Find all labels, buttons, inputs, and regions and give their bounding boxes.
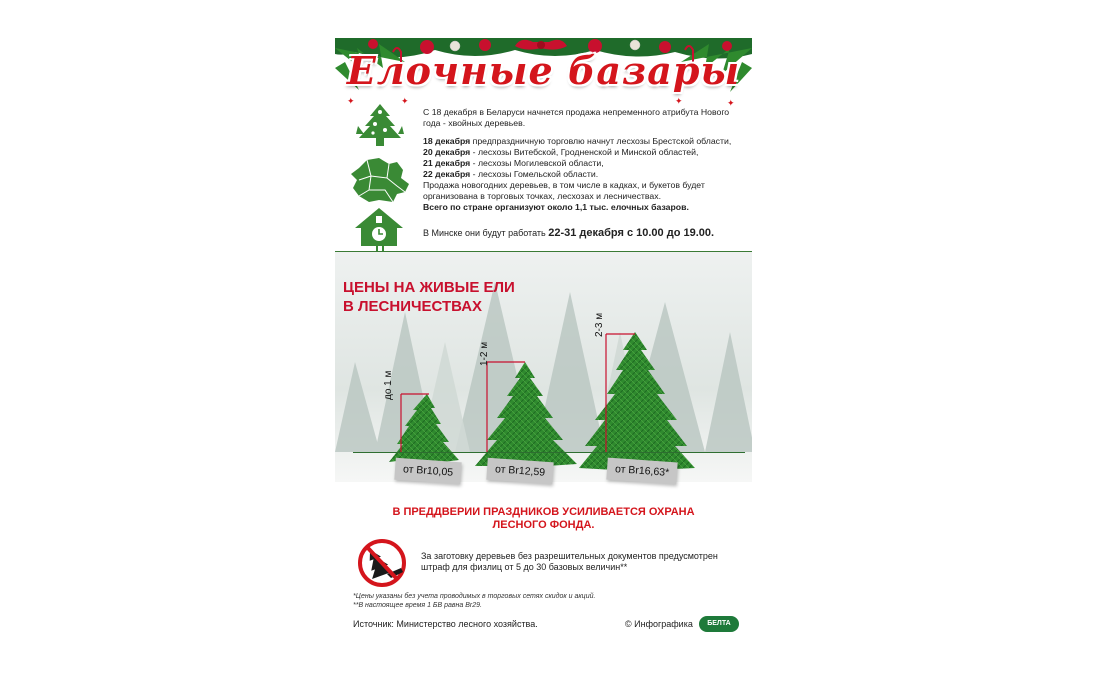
belta-logo: БЕЛТА (699, 616, 739, 632)
schedule-item (423, 158, 743, 169)
prices-heading-line2: В ЛЕСНИЧЕСТВАХ (343, 298, 483, 315)
fine-text: За заготовку деревьев без разрешительных документов предусмотрен штраф для физлиц от 5 до 30 базовых величин** (421, 551, 718, 572)
schedule-item (423, 136, 743, 147)
tree-icon (355, 104, 405, 150)
credit-text: © Инфографика (625, 619, 693, 629)
sales-note: Продажа новогодних деревьев, в том числе в кадках, и букетов будет организована в торговых точках, лесхозах и лесничествах. (423, 180, 705, 201)
footnote-base-value: **В настоящее время 1 БВ равна Br29. (353, 602, 482, 609)
price-tag-medium: от Br12,59 (486, 458, 553, 485)
schedule-date: 22 декабря (423, 169, 471, 179)
infographic-poster (335, 38, 752, 648)
footnote-prices: *Цены указаны без учета проводимых в торговых сетях скидок и акций. (353, 593, 596, 600)
sparkle-icon: ✦ (401, 96, 409, 106)
prices-heading (343, 278, 583, 316)
schedule-item (423, 147, 743, 158)
height-label-large: 2-3 м (594, 312, 605, 337)
protection-warning (365, 506, 722, 532)
no-cutting-icon (353, 538, 411, 588)
minsk-prefix: В Минске они будут работать (423, 228, 549, 238)
schedule-list (423, 136, 743, 213)
sparkle-icon: ✦ (675, 96, 683, 106)
schedule-item (423, 169, 743, 180)
header-banner (335, 38, 752, 100)
price-tag-small: от Br10,05 (394, 458, 461, 485)
schedule-date: 20 декабря (423, 147, 471, 157)
schedule-date: 18 декабря (423, 136, 471, 146)
warning-line2: ЛЕСНОГО ФОНДА. (492, 519, 595, 531)
source-text: Источник: Министерство лесного хозяйства. (353, 619, 538, 629)
minsk-hours-value: 22-31 декабря с 10.00 до 19.00. (548, 227, 715, 239)
schedule-text: предпраздничную торговлю начнут лесхозы Брестской области, (470, 136, 732, 146)
schedule-text: - лесхозы Могилевской области, (470, 158, 604, 168)
ground-line (353, 452, 745, 453)
schedule-text: - лесхозы Гомельской области. (470, 169, 599, 179)
height-label-small: до 1 м (383, 370, 394, 400)
belarus-map-icon (349, 158, 411, 204)
warning-line1: В ПРЕДДВЕРИИ ПРАЗДНИКОВ УСИЛИВАЕТСЯ ОХРАНА (392, 506, 695, 518)
total-note: Всего по стране организуют около 1,1 тыс. елочных базаров. (423, 202, 689, 212)
minsk-hours (423, 227, 714, 239)
price-tag-large: от Br16,63* (606, 458, 678, 485)
schedule-text: - лесхозы Витебской, Гродненской и Минской областей, (470, 147, 699, 157)
schedule-date: 21 декабря (423, 158, 471, 168)
sparkle-icon: ✦ (727, 98, 735, 108)
intro-lead: С 18 декабря в Беларуси начнется продажа непременного атрибута Нового года - хвойных деревьев. (423, 107, 730, 128)
height-label-medium: 1-2 м (479, 341, 490, 366)
sparkle-icon: ✦ (347, 96, 355, 106)
prices-heading-line1: ЦЕНЫ НА ЖИВЫЕ ЕЛИ (343, 279, 515, 296)
page-title: Елочные базары (346, 48, 741, 93)
